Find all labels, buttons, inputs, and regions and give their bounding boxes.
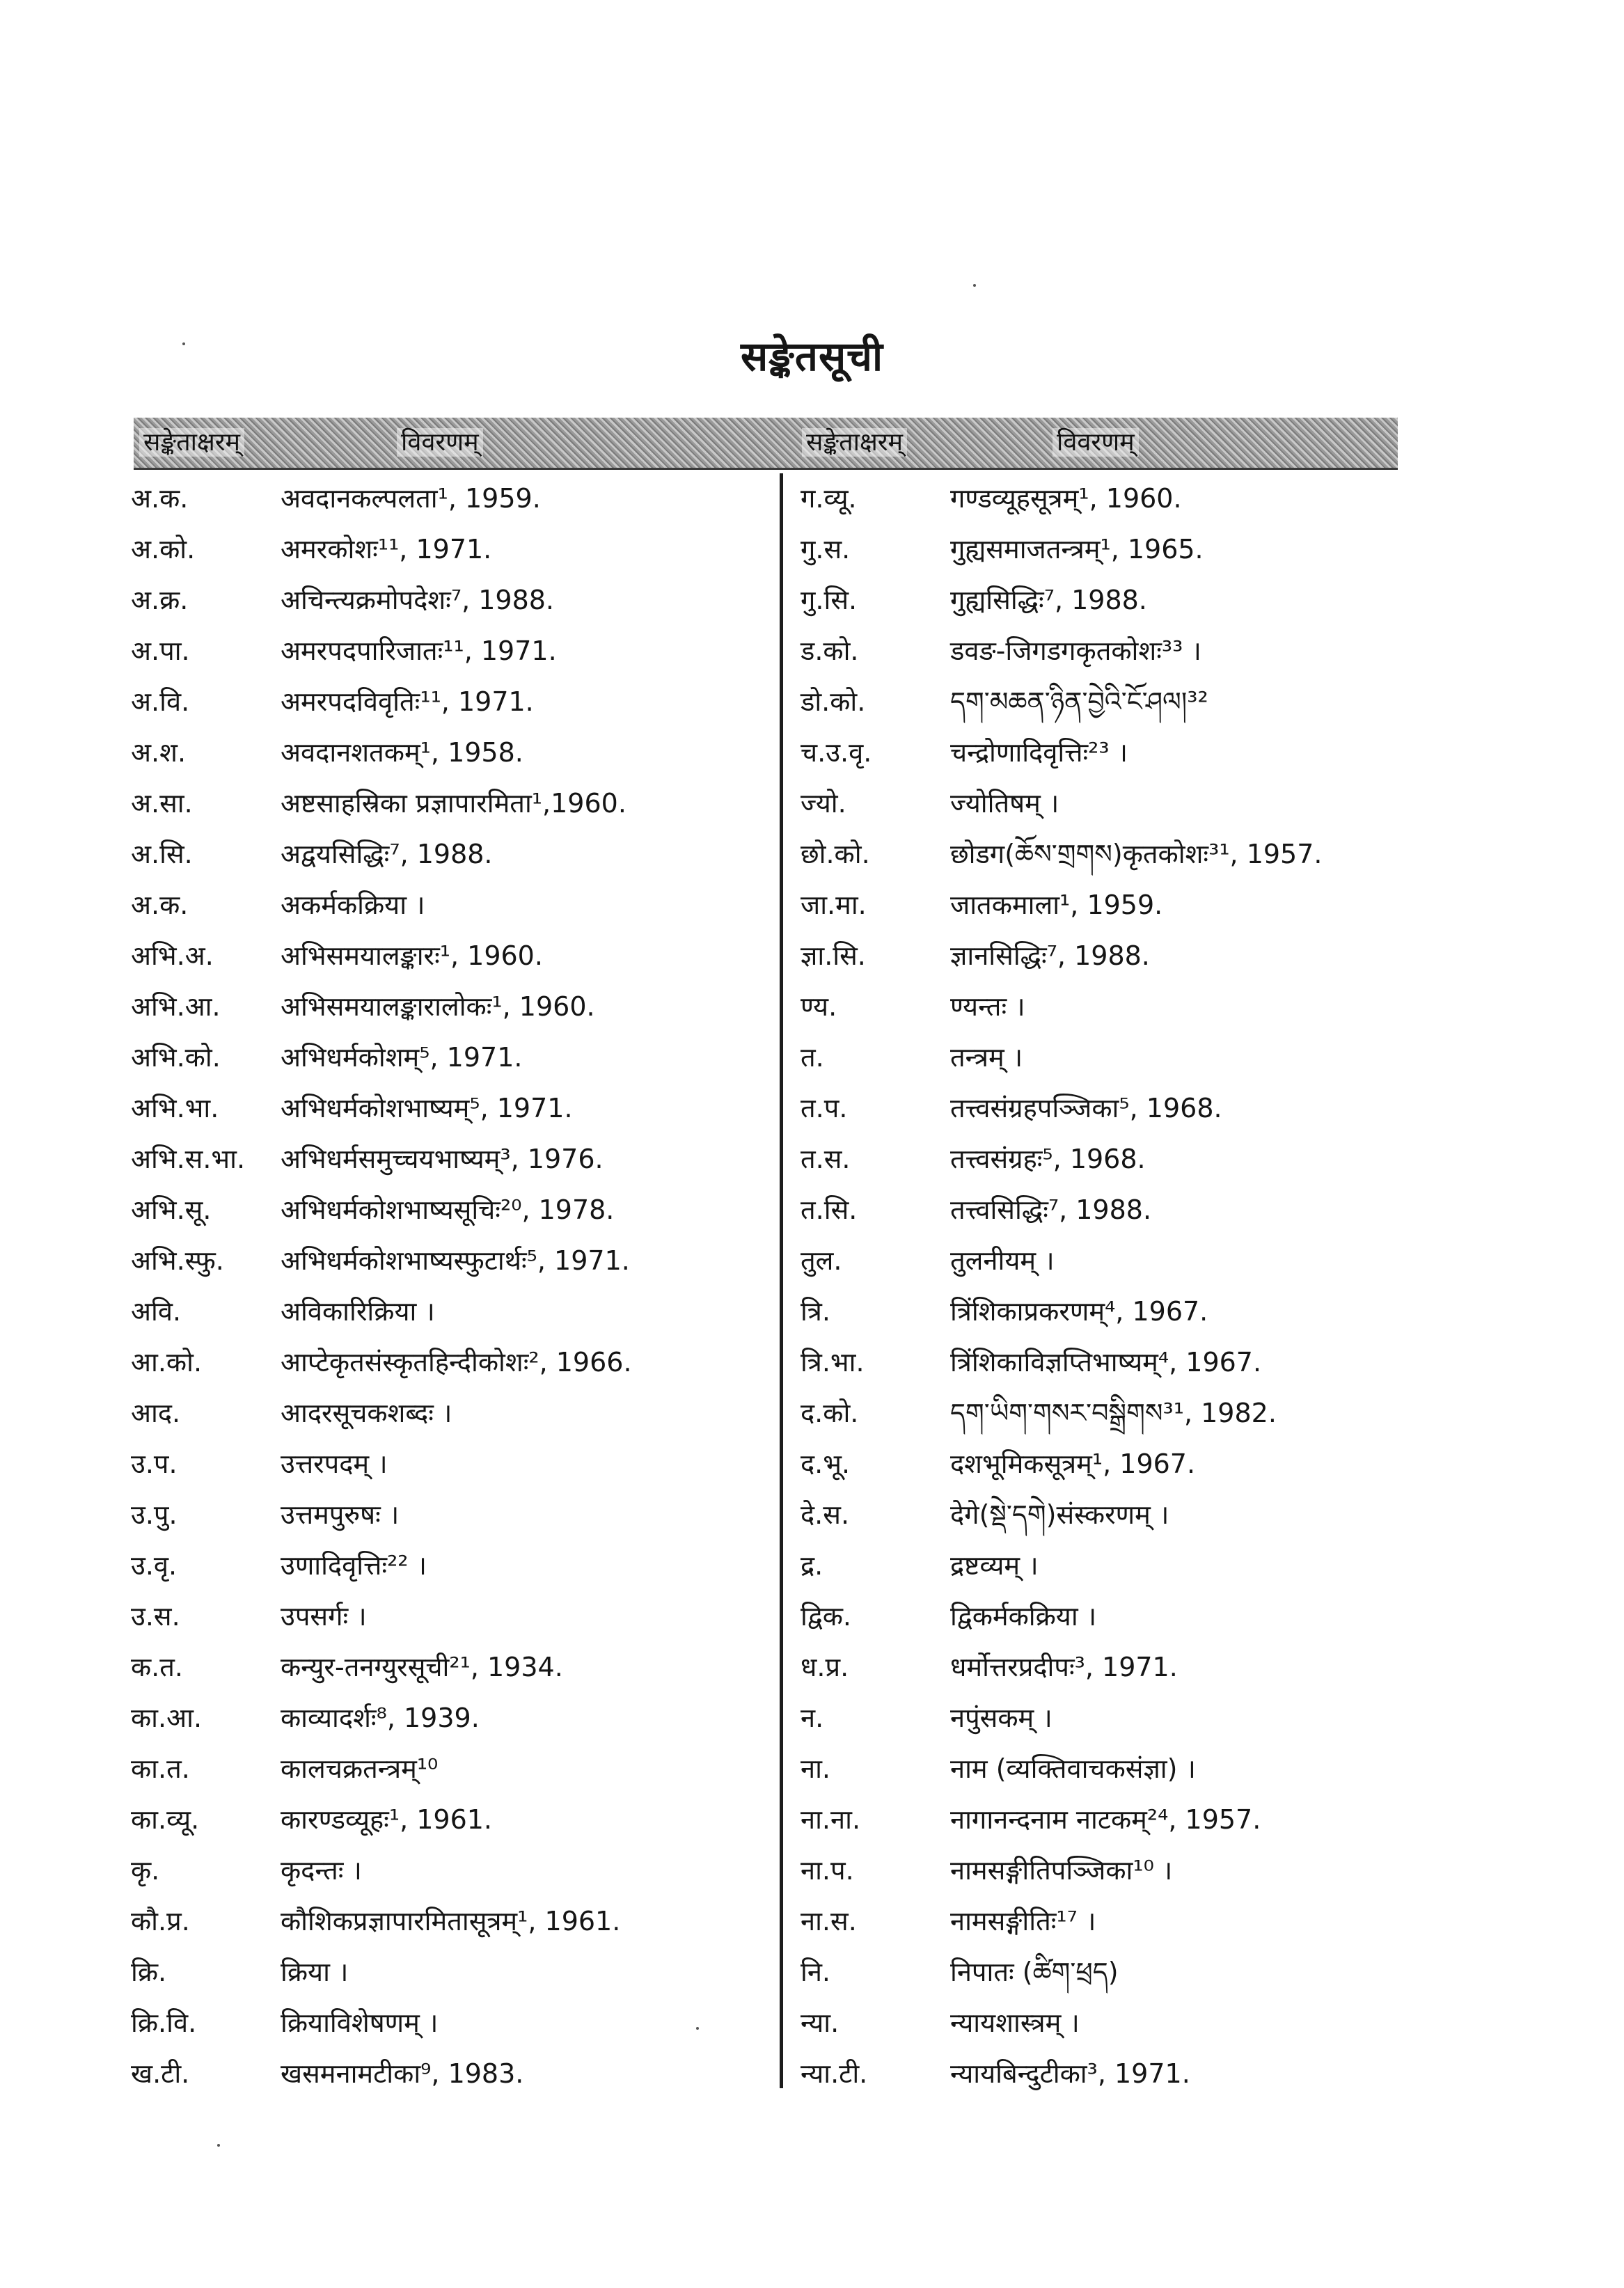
description: अचिन्त्यक्रमोपदेशः⁷, 1988. xyxy=(281,585,555,615)
left-entry-row xyxy=(131,1794,771,1845)
scan-speck xyxy=(973,284,976,287)
abbreviation: ग.व्यू. xyxy=(801,483,857,514)
scan-speck xyxy=(696,2027,699,2030)
right-entry-row xyxy=(801,575,1427,626)
right-entry-row xyxy=(801,677,1427,727)
left-entry-row xyxy=(131,727,771,778)
description: उत्तमपुरुषः । xyxy=(281,1499,400,1530)
abbreviation: अभि.भा. xyxy=(131,1093,219,1123)
description: जातकमाला¹, 1959. xyxy=(950,890,1163,920)
abbreviation: ज्ञा.सि. xyxy=(801,940,866,971)
description: काव्यादर्शः⁸, 1939. xyxy=(281,1703,480,1733)
left-entry-row xyxy=(131,473,771,524)
description: དག་མཆན་ཉིན་བྱེའི་ངོ་ཤལ།³² xyxy=(950,686,1208,717)
column-divider xyxy=(780,473,783,2088)
abbreviation: अभि.आ. xyxy=(131,991,221,1022)
left-entry-row xyxy=(131,778,771,829)
description: अवदानशतकम्¹, 1958. xyxy=(281,737,523,768)
abbreviation: त.प. xyxy=(801,1093,848,1123)
description: छोडग(ཆོས་གྲགས)कृतकोशः³¹, 1957. xyxy=(950,839,1323,869)
abbreviation: उ.प. xyxy=(131,1449,178,1479)
left-entry-row xyxy=(131,829,771,880)
right-entry-row xyxy=(801,981,1427,1032)
abbreviation: ण्य. xyxy=(801,991,837,1022)
right-entry-row xyxy=(801,1845,1427,1896)
left-entry-row xyxy=(131,626,771,677)
left-entry-row xyxy=(131,1642,771,1693)
header-left-desc: विवरणम् xyxy=(397,418,483,468)
description: आदरसूचकशब्दः । xyxy=(281,1398,452,1428)
abbreviation: न. xyxy=(801,1703,824,1733)
abbreviation: ज्यो. xyxy=(801,788,846,819)
right-entry-row xyxy=(801,880,1427,931)
abbreviation: ड.को. xyxy=(801,636,859,666)
abbreviation: अ.वि. xyxy=(131,686,190,717)
abbreviation: क.त. xyxy=(131,1652,184,1682)
description: अभिधर्मकोशभाष्यस्फुटार्थः⁵, 1971. xyxy=(281,1245,630,1276)
right-entry-row xyxy=(801,778,1427,829)
left-entry-row xyxy=(131,1032,771,1083)
left-column xyxy=(131,473,771,2099)
description: कारण्डव्यूहः¹, 1961. xyxy=(281,1804,493,1835)
abbreviation: आद. xyxy=(131,1398,181,1428)
abbreviation: का.आ. xyxy=(131,1703,203,1733)
left-entry-row xyxy=(131,1896,771,1947)
abbreviation: अभि.को. xyxy=(131,1042,221,1073)
description: अभिधर्मकोशम्⁵, 1971. xyxy=(281,1042,523,1073)
left-entry-row xyxy=(131,1134,771,1185)
left-entry-row xyxy=(131,1083,771,1134)
description: खसमनामटीका⁹, 1983. xyxy=(281,2058,524,2089)
description: अभिसमयालङ्कारालोकः¹, 1960. xyxy=(281,991,595,1022)
abbreviation: अ.को. xyxy=(131,534,196,565)
abbreviation: द.भू. xyxy=(801,1449,851,1479)
description: न्यायशास्त्रम् । xyxy=(950,2007,1080,2038)
header-right-abbr: सङ्केताक्षरम् xyxy=(802,418,907,468)
left-entry-row xyxy=(131,1845,771,1896)
abbreviation: अ.सा. xyxy=(131,788,193,819)
right-entry-row xyxy=(801,1896,1427,1947)
abbreviation: उ.वृ. xyxy=(131,1550,178,1581)
description: द्रष्टव्यम् । xyxy=(950,1550,1039,1581)
right-entry-row xyxy=(801,1540,1427,1591)
right-entry-row xyxy=(801,1642,1427,1693)
description: तत्त्वसंग्रहः⁵, 1968. xyxy=(950,1144,1146,1174)
right-entry-row xyxy=(801,727,1427,778)
left-entry-row xyxy=(131,1388,771,1439)
abbreviation: कौ.प्र. xyxy=(131,1906,190,1936)
description: गुह्यसिद्धिः⁷, 1988. xyxy=(950,585,1147,615)
abbreviation: अभि.स्फु. xyxy=(131,1245,224,1276)
abbreviation: अ.पा. xyxy=(131,636,190,666)
description: तुलनीयम् । xyxy=(950,1245,1055,1276)
abbreviation: का.व्यू. xyxy=(131,1804,200,1835)
description: उत्तरपदम् । xyxy=(281,1449,388,1479)
right-entry-row xyxy=(801,1744,1427,1794)
right-entry-row xyxy=(801,524,1427,575)
description: कृदन्तः । xyxy=(281,1855,362,1886)
description: नागानन्दनाम नाटकम्²⁴, 1957. xyxy=(950,1804,1261,1835)
left-entry-row xyxy=(131,1947,771,1998)
description: अमरकोशः¹¹, 1971. xyxy=(281,534,492,565)
description: དག་ཡིག་གསར་བསྒྲིགས³¹, 1982. xyxy=(950,1398,1277,1428)
page-title: सङ्केतसूची xyxy=(740,333,884,380)
abbreviation: का.त. xyxy=(131,1753,190,1784)
abbreviation: त.स. xyxy=(801,1144,851,1174)
abbreviation: डो.को. xyxy=(801,686,866,717)
left-entry-row xyxy=(131,1185,771,1236)
abbreviation: अभि.अ. xyxy=(131,940,214,971)
right-entry-row xyxy=(801,1439,1427,1490)
abbreviation: उ.पु. xyxy=(131,1499,178,1530)
description: उणादिवृत्तिः²² । xyxy=(281,1550,427,1581)
table-header-band xyxy=(134,418,1398,470)
header-right-desc: विवरणम् xyxy=(1053,418,1139,468)
left-entry-row xyxy=(131,2049,771,2099)
right-entry-row xyxy=(801,1337,1427,1388)
left-entry-row xyxy=(131,1591,771,1642)
abbreviation: ना.ना. xyxy=(801,1804,861,1835)
description: तत्त्वसंग्रहपञ्जिका⁵, 1968. xyxy=(950,1093,1222,1123)
description: क्रिया । xyxy=(281,1957,349,1987)
description: उपसर्गः । xyxy=(281,1601,367,1632)
description: चन्द्रोणादिवृत्तिः²³ । xyxy=(950,737,1128,768)
description: धर्मोत्तरप्रदीपः³, 1971. xyxy=(950,1652,1178,1682)
abbreviation: गु.स. xyxy=(801,534,851,565)
description: गुह्यसमाजतन्त्रम्¹, 1965. xyxy=(950,534,1204,565)
abbreviation: अ.सि. xyxy=(131,839,193,869)
right-entry-row xyxy=(801,1693,1427,1744)
scan-speck xyxy=(217,2144,220,2147)
description: कन्युर-तनग्युरसूची²¹, 1934. xyxy=(281,1652,563,1682)
right-entry-row xyxy=(801,829,1427,880)
abbreviation: जा.मा. xyxy=(801,890,867,920)
right-entry-row xyxy=(801,1490,1427,1540)
abbreviation: छो.को. xyxy=(801,839,870,869)
left-entry-row xyxy=(131,1490,771,1540)
abbreviation: त. xyxy=(801,1042,824,1073)
left-entry-row xyxy=(131,1286,771,1337)
right-entry-row xyxy=(801,1083,1427,1134)
right-entry-row xyxy=(801,473,1427,524)
right-entry-row xyxy=(801,1286,1427,1337)
description: त्रिंशिकाविज्ञप्तिभाष्यम्⁴, 1967. xyxy=(950,1347,1262,1378)
left-entry-row xyxy=(131,880,771,931)
abbreviation: न्या. xyxy=(801,2007,839,2038)
abbreviation: तुल. xyxy=(801,1245,842,1276)
right-entry-row xyxy=(801,1998,1427,2049)
abbreviation: आ.को. xyxy=(131,1347,203,1378)
abbreviation: ना.प. xyxy=(801,1855,854,1886)
description: डवङ-जिगडगकृतकोशः³³ । xyxy=(950,636,1201,666)
left-entry-row xyxy=(131,931,771,981)
right-entry-row xyxy=(801,2049,1427,2099)
abbreviation: अवि. xyxy=(131,1296,182,1327)
abbreviation: अभि.सू. xyxy=(131,1194,212,1225)
description: अवदानकल्पलता¹, 1959. xyxy=(281,483,541,514)
right-entry-row xyxy=(801,626,1427,677)
description: गण्डव्यूहसूत्रम्¹, 1960. xyxy=(950,483,1182,514)
scan-speck xyxy=(182,342,185,345)
right-entry-row xyxy=(801,1388,1427,1439)
left-entry-row xyxy=(131,981,771,1032)
left-entry-row xyxy=(131,1236,771,1286)
right-entry-row xyxy=(801,931,1427,981)
abbreviation: ध.प्र. xyxy=(801,1652,849,1682)
abbreviation: अभि.स.भा. xyxy=(131,1144,246,1174)
description: अभिधर्मसमुच्चयभाष्यम्³, 1976. xyxy=(281,1144,604,1174)
left-entry-row xyxy=(131,1337,771,1388)
left-entry-row xyxy=(131,1744,771,1794)
left-entry-row xyxy=(131,1693,771,1744)
right-entry-row xyxy=(801,1947,1427,1998)
abbreviation: कृ. xyxy=(131,1855,160,1886)
description: क्रियाविशेषणम् । xyxy=(281,2007,439,2038)
abbreviation: क्रि.वि. xyxy=(131,2007,197,2038)
abbreviation: गु.सि. xyxy=(801,585,858,615)
description: अभिसमयालङ्कारः¹, 1960. xyxy=(281,940,543,971)
description: त्रिंशिकाप्रकरणम्⁴, 1967. xyxy=(950,1296,1208,1327)
abbreviation: त.सि. xyxy=(801,1194,858,1225)
description: नाम (व्यक्तिवाचकसंज्ञा) । xyxy=(950,1753,1196,1784)
abbreviation: द.को. xyxy=(801,1398,859,1428)
abbreviation: अ.क. xyxy=(131,890,189,920)
description: अभिधर्मकोशभाष्यम्⁵, 1971. xyxy=(281,1093,573,1123)
left-entry-row xyxy=(131,575,771,626)
right-entry-row xyxy=(801,1032,1427,1083)
description: नामसङ्गीतिपञ्जिका¹⁰ । xyxy=(950,1855,1173,1886)
abbreviation: द्र. xyxy=(801,1550,823,1581)
abbreviation: ख.टी. xyxy=(131,2058,190,2089)
description: कौशिकप्रज्ञापारमितासूत्रम्¹, 1961. xyxy=(281,1906,621,1936)
description: द्विकर्मकक्रिया । xyxy=(950,1601,1097,1632)
right-entry-row xyxy=(801,1591,1427,1642)
description: कालचक्रतन्त्रम्¹⁰ xyxy=(281,1753,439,1784)
description: अविकारिक्रिया । xyxy=(281,1296,435,1327)
abbreviation: उ.स. xyxy=(131,1601,180,1632)
description: अमरपदविवृतिः¹¹, 1971. xyxy=(281,686,534,717)
abbreviation: ना. xyxy=(801,1753,831,1784)
description: दशभूमिकसूत्रम्¹, 1967. xyxy=(950,1449,1196,1479)
description: तन्त्रम् । xyxy=(950,1042,1023,1073)
description: अकर्मकक्रिया । xyxy=(281,890,425,920)
description: अभिधर्मकोशभाष्यसूचिः²⁰, 1978. xyxy=(281,1194,615,1225)
left-entry-row xyxy=(131,1439,771,1490)
abbreviation: दे.स. xyxy=(801,1499,850,1530)
left-entry-row xyxy=(131,1998,771,2049)
description: नामसङ्गीतिः¹⁷ । xyxy=(950,1906,1096,1936)
abbreviation: नि. xyxy=(801,1957,831,1987)
description: न्यायबिन्दुटीका³, 1971. xyxy=(950,2058,1190,2089)
description: अमरपदपारिजातः¹¹, 1971. xyxy=(281,636,557,666)
description: नपुंसकम् । xyxy=(950,1703,1053,1733)
right-entry-row xyxy=(801,1236,1427,1286)
description: ज्योतिषम् । xyxy=(950,788,1059,819)
abbreviation: त्रि. xyxy=(801,1296,830,1327)
description: देगे(སྡེ་དགེ)संस्करणम् । xyxy=(950,1499,1169,1530)
left-entry-row xyxy=(131,677,771,727)
abbreviation: अ.क्र. xyxy=(131,585,189,615)
right-entry-row xyxy=(801,1134,1427,1185)
abbreviation: अ.क. xyxy=(131,483,189,514)
abbreviation: ना.स. xyxy=(801,1906,857,1936)
abbreviation: त्रि.भा. xyxy=(801,1347,865,1378)
description: अद्वयसिद्धिः⁷, 1988. xyxy=(281,839,493,869)
description: अष्टसाहस्रिका प्रज्ञापारमिता¹,1960. xyxy=(281,788,626,819)
abbreviation: न्या.टी. xyxy=(801,2058,868,2089)
left-entry-row xyxy=(131,1540,771,1591)
right-entry-row xyxy=(801,1794,1427,1845)
right-column xyxy=(801,473,1427,2099)
description: तत्त्वसिद्धिः⁷, 1988. xyxy=(950,1194,1152,1225)
abbreviation: क्रि. xyxy=(131,1957,167,1987)
left-entry-row xyxy=(131,524,771,575)
description: निपातः (ཚིག་ཕྲད) xyxy=(950,1957,1119,1987)
abbreviation: च.उ.वृ. xyxy=(801,737,872,768)
right-entry-row xyxy=(801,1185,1427,1236)
description: ज्ञानसिद्धिः⁷, 1988. xyxy=(950,940,1150,971)
description: आप्टेकृतसंस्कृतहिन्दीकोशः², 1966. xyxy=(281,1347,632,1378)
header-left-abbr: सङ्केताक्षरम् xyxy=(139,418,244,468)
abbreviation: अ.श. xyxy=(131,737,187,768)
description: ण्यन्तः । xyxy=(950,991,1025,1022)
abbreviation: द्विक. xyxy=(801,1601,851,1632)
